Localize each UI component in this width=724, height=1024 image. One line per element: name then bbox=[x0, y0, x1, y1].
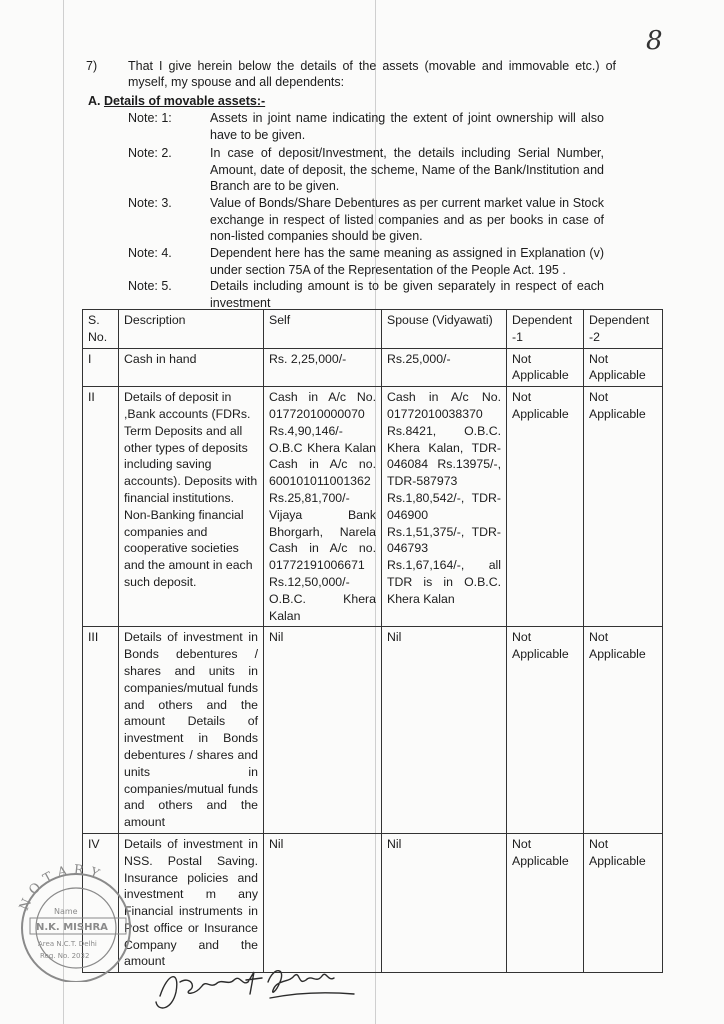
signature bbox=[150, 952, 360, 1018]
cell-spouse: Cash in A/c No. 01772010038370 Rs.8421, O.B.C. Khera Kalan, TDR-046084 Rs.13975/-, TDR-587973 Rs.1,80,542/-, TDR-046900 Rs.1,51,375/-, TDR-046793 Rs.1,67,164/-, all TDR is in O.B.C. Khera Kalan bbox=[382, 387, 507, 627]
note-label: Note: 5. bbox=[128, 279, 172, 293]
section-title: Details of movable assets:- bbox=[103, 94, 266, 108]
cell-dependent-1: Not Applicable bbox=[507, 348, 584, 387]
cell-self: Nil bbox=[264, 833, 382, 972]
header-dependent-1: Dependent -1 bbox=[507, 310, 584, 349]
table-header-row bbox=[83, 310, 663, 349]
description-prefix: Details of deposit in bbox=[124, 390, 232, 405]
cell-dependent-2: Not Applicable bbox=[584, 833, 663, 972]
cell-dependent-1: Not Applicable bbox=[507, 627, 584, 834]
cell-spouse: Nil bbox=[382, 833, 507, 972]
paragraph-text: That I give herein below the details of the assets (movable and immovable etc.) of myself, my spouse and all dependents: bbox=[128, 59, 616, 89]
cell-description: Details of investment in Bonds debentures / shares and units in companies/mutual funds and others and the amount Details of investment in Bonds debentures / shares and units in companies/mutual funds and others and the amount bbox=[119, 627, 264, 834]
stamp-name: N.K. MISHRA bbox=[36, 922, 108, 933]
cell-dependent-2: Not Applicable bbox=[584, 387, 663, 627]
cell-spouse: Rs.25,000/- bbox=[382, 348, 507, 387]
stamp-area: Area N.C.T. Delhi bbox=[38, 940, 97, 948]
note-text: Value of Bonds/Share Debentures as per current market value in Stock exchange in respect of listed companies and as per books in case of non-listed companies should be given. bbox=[210, 196, 604, 244]
cell-dependent-1: Not Applicable bbox=[507, 387, 584, 627]
table-row bbox=[83, 387, 663, 627]
stamp-top-text: NOTARY bbox=[16, 862, 107, 913]
section-heading bbox=[88, 94, 265, 108]
note-label: Note: 3. bbox=[128, 196, 172, 210]
cell-dependent-2: Not Applicable bbox=[584, 348, 663, 387]
cell-self: Nil bbox=[264, 627, 382, 834]
header-spouse: Spouse (Vidyawati) bbox=[382, 310, 507, 349]
stamp-name-line: Name bbox=[54, 907, 78, 916]
note-text: Assets in joint name indicating the extent of joint ownership will also have to be given. bbox=[210, 111, 604, 142]
cell-dependent-2: Not Applicable bbox=[584, 627, 663, 834]
note-text: Dependent here has the same meaning as assigned in Explanation (v) under section 75A of the Representation of the People Act. 195 . bbox=[210, 246, 604, 277]
note-text: In case of deposit/Investment, the details including Serial Number, Amount, date of deposit, the scheme, Name of the Bank/Institution and Branch are to be given. bbox=[210, 146, 604, 194]
cell-description bbox=[119, 387, 264, 627]
header-sno: S. No. bbox=[83, 310, 119, 349]
section-letter: A. bbox=[88, 94, 101, 108]
stamp-reg: Reg. No. 2032 bbox=[40, 952, 90, 960]
description-text: ,Bank accounts (FDRs. Term Deposits and all other types of deposits including saving accounts). Deposits with financial institutions. Non-Banking financial companies and cooperative societies and the amount in each such deposit. bbox=[124, 406, 258, 589]
cell-self: Cash in A/c No. 01772010000070 Rs.4,90,146/- O.B.C Khera Kalan Cash in A/c no. 600101011001362 Rs.25,81,700/- Vijaya Bank Bhorgarh, Narela Cash in A/c no. 01772191006671 Rs.12,50,000/- O.B.C. Khera Kalan bbox=[264, 387, 382, 627]
note-label: Note: 2. bbox=[128, 146, 172, 160]
header-dependent-2: Dependent -2 bbox=[584, 310, 663, 349]
note-label: Note: 4. bbox=[128, 246, 172, 260]
cell-sno: I bbox=[83, 348, 119, 387]
movable-assets-table bbox=[82, 309, 663, 973]
table-row bbox=[83, 627, 663, 834]
notary-stamp bbox=[4, 862, 144, 982]
header-description: Description bbox=[119, 310, 264, 349]
note-text: Details including amount is to be given separately in respect of each investment bbox=[210, 279, 604, 310]
cell-self: Rs. 2,25,000/- bbox=[264, 348, 382, 387]
paragraph-number: 7) bbox=[86, 59, 98, 73]
cell-sno: IV bbox=[83, 833, 119, 972]
cell-description: Details of investment in NSS. Postal Saving. Insurance policies and investment m any Financial instruments in Post office or Insurance Company and the amount bbox=[119, 833, 264, 972]
cell-dependent-1: Not Applicable bbox=[507, 833, 584, 972]
note-label: Note: 1: bbox=[128, 111, 172, 125]
cell-description: Cash in hand bbox=[119, 348, 264, 387]
cell-sno: III bbox=[83, 627, 119, 834]
page-number: 8 bbox=[646, 26, 663, 56]
table-row bbox=[83, 348, 663, 387]
header-self: Self bbox=[264, 310, 382, 349]
cell-spouse: Nil bbox=[382, 627, 507, 834]
svg-text:NOTARY bbox=[17, 863, 107, 913]
cell-sno: II bbox=[83, 387, 119, 627]
